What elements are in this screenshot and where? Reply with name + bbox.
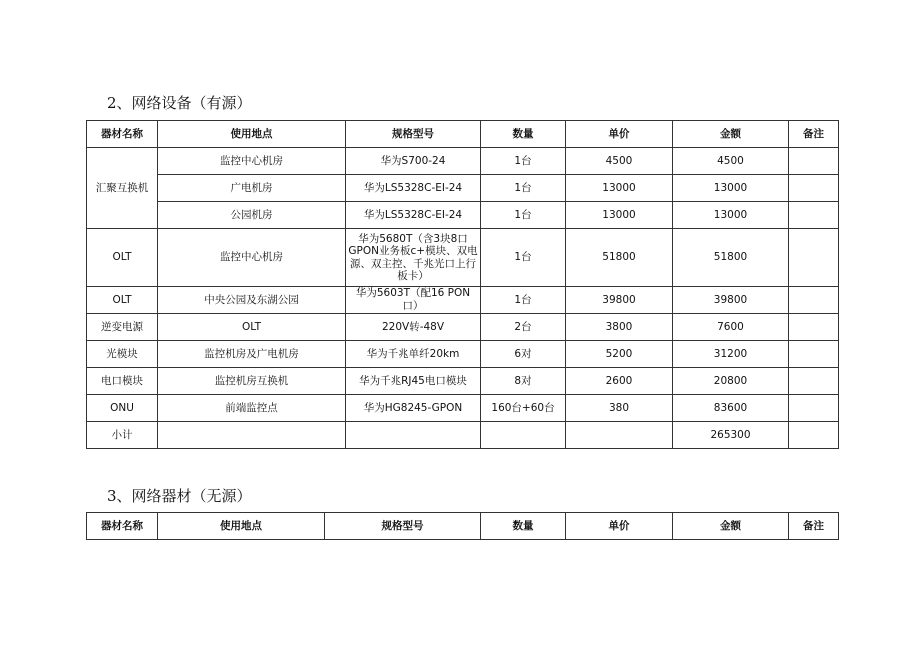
cell-qty: 8对 (481, 368, 566, 395)
cell-price: 2600 (566, 368, 673, 395)
cell-amount: 20800 (673, 368, 789, 395)
cell-amount: 4500 (673, 148, 789, 175)
table-header-row (87, 121, 839, 148)
cell-price: 39800 (566, 287, 673, 314)
cell-amount: 7600 (673, 314, 789, 341)
cell-note (789, 422, 839, 449)
section-2-title: 2、网络设备（有源） (107, 94, 252, 112)
cell-qty: 1台 (481, 202, 566, 229)
cell-price: 51800 (566, 229, 673, 287)
cell-spec: 华为HG8245-GPON (346, 395, 481, 422)
cell-spec: 华为5680T（含3块8口GPON业务板c+模块、双电源、双主控、千兆光口上行板卡） (346, 229, 481, 287)
cell-spec: 华为LS5328C-EI-24 (346, 202, 481, 229)
header-qty: 数量 (481, 513, 566, 540)
table-header-row (87, 513, 839, 540)
cell-amount: 31200 (673, 341, 789, 368)
header-amount: 金额 (673, 513, 789, 540)
cell-name: 电口模块 (87, 368, 158, 395)
table-row (87, 287, 839, 314)
table-row (87, 229, 839, 287)
cell-location: 广电机房 (158, 175, 346, 202)
cell-note (789, 175, 839, 202)
cell-price: 5200 (566, 341, 673, 368)
cell-amount: 13000 (673, 202, 789, 229)
cell-note (789, 341, 839, 368)
header-spec: 规格型号 (346, 121, 481, 148)
cell-spec: 华为LS5328C-EI-24 (346, 175, 481, 202)
cell-location: 中央公园及东湖公园 (158, 287, 346, 314)
cell-price: 4500 (566, 148, 673, 175)
header-spec: 规格型号 (325, 513, 481, 540)
header-qty: 数量 (481, 121, 566, 148)
cell-amount: 13000 (673, 175, 789, 202)
cell-price: 13000 (566, 202, 673, 229)
cell-amount: 39800 (673, 287, 789, 314)
header-name: 器材名称 (87, 513, 158, 540)
cell-location (158, 422, 346, 449)
cell-note (789, 368, 839, 395)
cell-location: OLT (158, 314, 346, 341)
cell-qty: 2台 (481, 314, 566, 341)
header-price: 单价 (566, 121, 673, 148)
header-location: 使用地点 (158, 121, 346, 148)
cell-spec (346, 422, 481, 449)
cell-location: 前端监控点 (158, 395, 346, 422)
table-row (87, 341, 839, 368)
cell-location: 监控中心机房 (158, 148, 346, 175)
cell-qty: 1台 (481, 287, 566, 314)
header-note: 备注 (789, 121, 839, 148)
cell-location: 公园机房 (158, 202, 346, 229)
table-row (87, 314, 839, 341)
cell-qty: 1台 (481, 148, 566, 175)
cell-amount: 51800 (673, 229, 789, 287)
cell-price (566, 422, 673, 449)
cell-price: 13000 (566, 175, 673, 202)
header-amount: 金额 (673, 121, 789, 148)
header-location: 使用地点 (158, 513, 325, 540)
cell-name: 汇聚互换机 (87, 148, 158, 229)
cell-note (789, 229, 839, 287)
cell-price: 380 (566, 395, 673, 422)
table-row (87, 395, 839, 422)
header-price: 单价 (566, 513, 673, 540)
table-row (87, 368, 839, 395)
cell-spec: 华为千兆单纤20km (346, 341, 481, 368)
cell-name: OLT (87, 229, 158, 287)
cell-location: 监控机房互换机 (158, 368, 346, 395)
cell-price: 3800 (566, 314, 673, 341)
cell-name: ONU (87, 395, 158, 422)
cell-location: 监控中心机房 (158, 229, 346, 287)
active-equipment-table (86, 120, 839, 449)
cell-note (789, 202, 839, 229)
header-name: 器材名称 (87, 121, 158, 148)
table-row (87, 175, 839, 202)
cell-spec: 华为S700-24 (346, 148, 481, 175)
cell-qty: 1台 (481, 229, 566, 287)
cell-spec: 华为千兆RJ45电口模块 (346, 368, 481, 395)
subtotal-amount: 265300 (673, 422, 789, 449)
cell-note (789, 314, 839, 341)
cell-note (789, 287, 839, 314)
cell-qty (481, 422, 566, 449)
cell-spec: 220V转-48V (346, 314, 481, 341)
subtotal-row (87, 422, 839, 449)
cell-spec: 华为5603T（配16 PON口） (346, 287, 481, 314)
header-note: 备注 (789, 513, 839, 540)
subtotal-label: 小计 (87, 422, 158, 449)
passive-equipment-table (86, 512, 839, 540)
table-row (87, 148, 839, 175)
cell-location: 监控机房及广电机房 (158, 341, 346, 368)
cell-amount: 83600 (673, 395, 789, 422)
cell-name: OLT (87, 287, 158, 314)
section-3-title: 3、网络器材（无源） (107, 487, 252, 505)
cell-name: 光模块 (87, 341, 158, 368)
cell-qty: 6对 (481, 341, 566, 368)
cell-qty: 1台 (481, 175, 566, 202)
cell-note (789, 148, 839, 175)
cell-note (789, 395, 839, 422)
cell-qty: 160台+60台 (481, 395, 566, 422)
table-row (87, 202, 839, 229)
cell-name: 逆变电源 (87, 314, 158, 341)
